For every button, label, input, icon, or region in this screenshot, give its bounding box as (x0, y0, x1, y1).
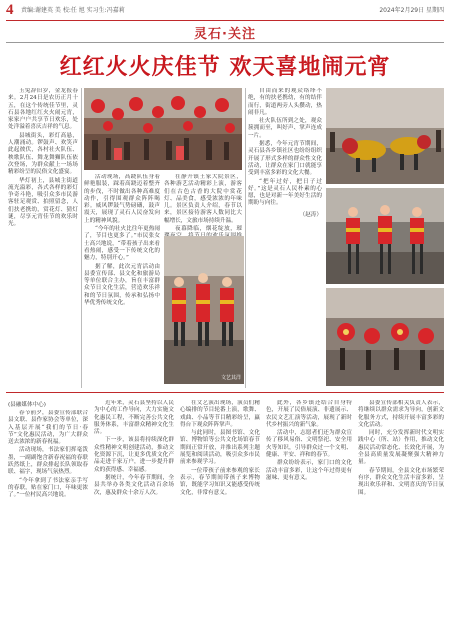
page-header (0, 0, 450, 44)
paragraph: 自由而来的观众络绎不绝，有的扶老携幼，有的结伴而行，街道两旁人头攒动，热闹非凡。 (248, 88, 322, 116)
paragraph: “今年拿到了书法家亲手写的春联，贴在家门口，年味更浓了。”一位村民高兴地说。 (8, 477, 88, 499)
paragraph: 春节期间，全县文化市场繁荣有序，群众文化生活丰富多彩，呈现出欢乐祥和、文明喜庆的节日氛围。 (358, 467, 444, 496)
photo-credit: 文艺其洋 (220, 375, 241, 381)
paragraph: 活动中，志愿者们还为群众宣传了移风易俗、文明祭祀、安全用火等知识，引导群众过一个文明、健康、平安、祥和的春节。 (266, 430, 352, 459)
paragraph: 据悉，今年元宵节期间，灵石县各乡镇社区也纷纷组织开展了形式多样的群众性文化活动，让群众在家门口就能享受到丰富多彩的文化大餐。 (248, 141, 322, 177)
lower-column-5 (358, 400, 444, 636)
editor-info: 责编:谢建英 美 校:任 旭 实习生:冯嘉莉 (21, 7, 125, 14)
lower-column-3 (180, 400, 260, 636)
performers-illustration (164, 236, 244, 384)
paragraph: “把年过好，把日子过好。”这是灵石人民朴素的心愿，也是对新一年美好生活的期盼与向往。 (248, 178, 322, 207)
paragraph: 活动现场，高跷队伍身着鲜艳服装，踩着高跷迈着整齐的步伐，不时做出各种高难度动作，引得围观群众阵阵喝彩。威风锣鼓气势磅礴，鼓声震天，展现了灵石人民奋发向上的精神风貌。 (84, 174, 160, 224)
section-divider (6, 392, 444, 393)
paragraph: 与此同时，县图书馆、文化馆、博物馆等公共文化场馆春节期间正常开放，并推出系列主题展览和阅读活动，吸引众多市民前来参观学习。 (180, 430, 260, 466)
performers-photo (164, 236, 244, 384)
article-column-1 (8, 88, 78, 388)
paragraph: 活动现场，书法家们挥毫泼墨，一副副饱含新春祝福的春联跃然纸上，群众排起长队领取春联、福字，现场气氛热烈。 (8, 447, 88, 476)
paragraph: 据统计，今年春节期间，全县共举办各类文化活动百余场次，惠及群众十余万人次。 (94, 474, 174, 496)
section-title: 灵石·关注 (194, 27, 256, 42)
stilts-photo (326, 188, 444, 284)
paragraph: 下一步，该县将持续深化群众性精神文明创建活动，推动文化资源下沉，让更多优质文化产品走进千家万户，进一步提升群众的获得感、幸福感。 (94, 437, 174, 473)
parade-illustration (326, 288, 444, 386)
lanterns-illustration (84, 88, 242, 170)
article-byline: （赵涛） (299, 211, 322, 218)
lower-column-2 (94, 400, 174, 636)
headline: 红红火火庆佳节 欢天喜地闹元宵 (59, 54, 391, 80)
paragraph: 玉兔辞旧岁，金龙报春来。2月24日是农历正月十五，在这个传统佳节里，灵石县各地红红火火闹元宵，家家户户共享节日欢乐，处处洋溢着喜庆吉祥的气息。 (8, 88, 78, 131)
lower-column-4 (266, 400, 352, 636)
lion-dance-photo (326, 88, 444, 184)
article-column-2 (84, 174, 160, 388)
paragraph: 夜幕降临，烟花绽放，璀 (175, 226, 242, 233)
paragraph: 社火队伍所到之处，观众簇拥而至，叫好声、掌声连成一片。 (248, 118, 322, 139)
parade-photo (326, 288, 444, 386)
issue-date: 2024年2月29日 星期四 (379, 7, 444, 14)
paragraph: 群众纷纷表示，家门口的文化活动丰富多彩，让这个年过得更有滋味、更有意义。 (266, 460, 352, 481)
header-rule (6, 20, 444, 21)
paragraph: 同时，充分发挥新时代文明实践中心（所、站）作用，推动文化惠民活动常态化、长效化开展，为全县高质量发展凝聚强大精神力量。 (358, 430, 444, 466)
paragraph: 华灯初上，县城主街道流光溢彩，各式各样的彩灯争奇斗艳，吸引众多市民游客驻足观赏、拍照留念，人们扶老携幼，赏花灯、猜灯谜，尽享元宵佳节的欢乐时光。 (8, 177, 78, 228)
lower-article-source: (县融媒体中心) (8, 402, 46, 408)
column-divider (81, 88, 82, 388)
stilts-illustration (326, 188, 444, 284)
paragraph: 一位带孩子前来参观的家长表示，春节期间带孩子来博物馆，既能学习知识又能感受传统文化，非常有意义。 (180, 467, 260, 496)
paragraph: 县城街头，彩灯高悬，人潮涌动。锣鼓声、欢笑声此起彼伏，各村社火队伍、秧歌队伍、舞龙舞狮队伍依次登场，为群众献上一场场精彩纷呈的民俗文化盛宴。 (8, 132, 78, 176)
lanterns-photo (84, 88, 242, 170)
paragraph: 近年来，灵石县坚持以人民为中心的工作导向，大力实施文化惠民工程，不断完善公共文化服务体系，丰富群众精神文化生活。 (94, 400, 174, 436)
column-divider (245, 88, 246, 388)
page-number: 4 (6, 2, 14, 18)
paragraph: 在文艺演出现场，演员们精心编排的节目轮番上演，歌舞、戏曲、小品等节目精彩纷呈，赢得台下观众阵阵掌声。 (180, 400, 260, 428)
paragraph: 据了解，此次元宵活动由县委宣传部、县文化和旅游局等单位联合主办，旨在丰富群众节日文化生活，营造欢乐祥和的节日氛围，传承和弘扬中华优秀传统文化。 (84, 263, 160, 307)
lower-column-1 (8, 410, 88, 636)
article-column-4 (248, 88, 322, 388)
lion-dance-illustration (326, 88, 444, 184)
paragraph: 在静升镇王家大院景区，各种游艺活动精彩上演，游客们在古色古香的大院中赏花灯、品美食，感受浓浓的年味儿。景区负责人介绍，春节以来，景区接待游客人数同比大幅增长，文旅市场持续升温。 (164, 174, 242, 224)
paragraph: “今年的社火比往年更热闹了，节目也更多了。”市民张女士高兴地说，“带着孩子出来看看热闹，感受一下传统文化的魅力，特别开心。” (84, 226, 160, 262)
paragraph: 县委宣传部相关负责人表示，将继续以群众需求为导向，创新文化服务方式，持续开展丰富多彩的文化活动。 (358, 400, 444, 428)
paragraph: 春节前夕，县委宣传部联合县文联、县作家协会等单位，深入基层开展“我们的节日·春节”文化惠民活动，为广大群众送去浓浓的新春祝福。 (8, 410, 88, 446)
paragraph: 此外，各乡镇还结合自身特色，开展了民俗展演、非遗展示、农民文艺汇演等活动，展现了新时代乡村振兴的新气象。 (266, 400, 352, 428)
header-rule-lower (6, 42, 444, 43)
